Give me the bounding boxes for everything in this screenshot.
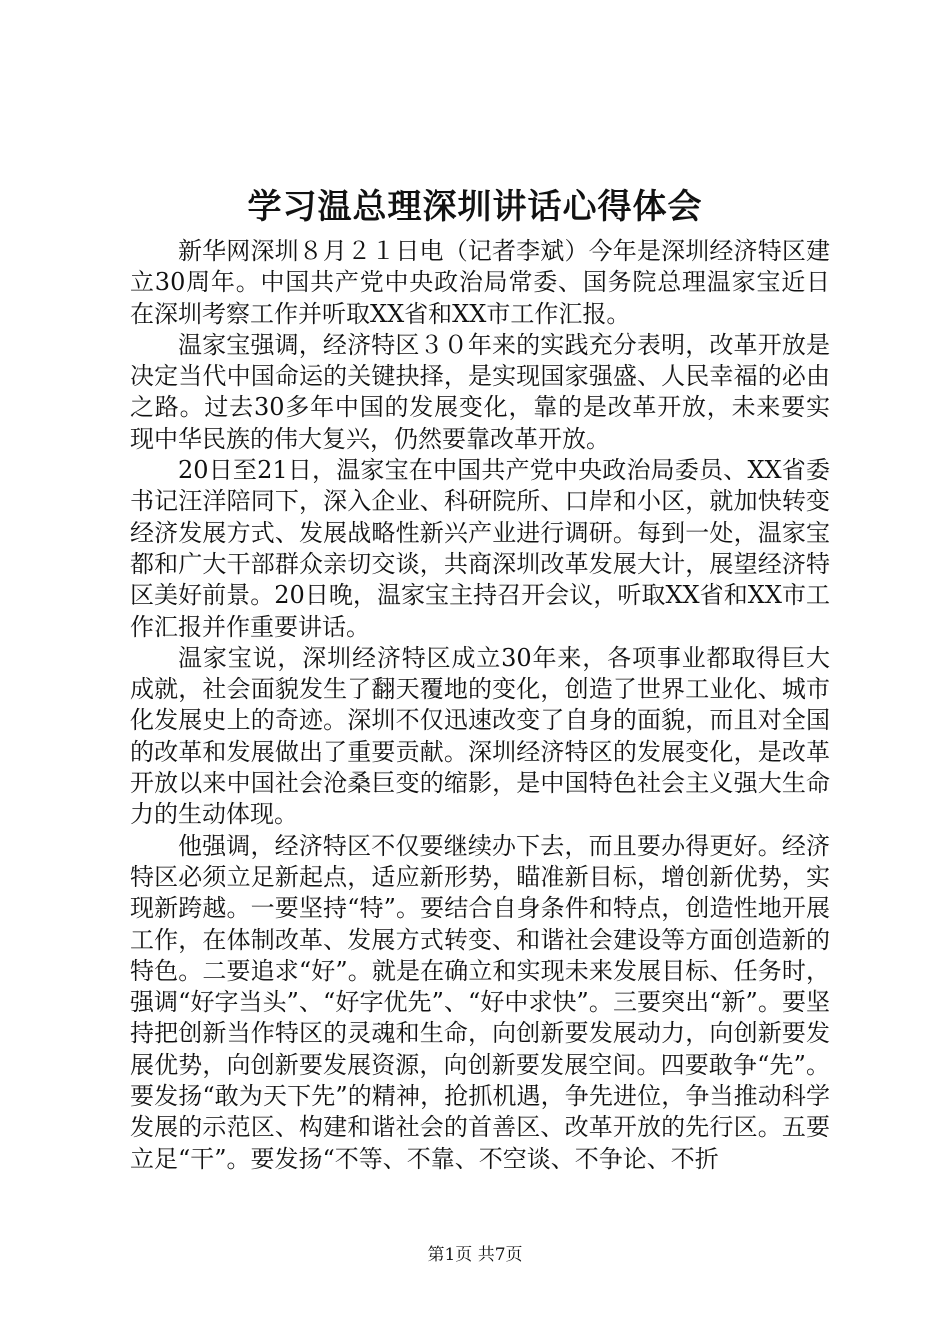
paragraph-2: 温家宝强调，经济特区３０年来的实践充分表明，改革开放是决定当代中国命运的关键抉择，是实现国家强盛、人民幸福的必由之路。过去30多年中国的发展变化，靠的是改革开放，未来要实现中华民族的伟大复兴，仍然要靠改革开放。	[130, 330, 830, 453]
paragraph-3: 20日至21日，温家宝在中国共产党中央政治局委员、XX省委书记汪洋陪同下，深入企业、科研院所、口岸和小区，就加快转变经济发展方式、发展战略性新兴产业进行调研。每到一处，温家宝都和广大干部群众亲切交谈，共商深圳改革发展大计，展望经济特区美好前景。20日晚，温家宝主持召开会议，听取XX省和XX市工作汇报并作重要讲话。	[130, 456, 830, 641]
page-number-footer: 第1页 共7页	[427, 1245, 523, 1265]
paragraph-5: 他强调，经济特区不仅要继续办下去，而且要办得更好。经济特区必须立足新起点，适应新形势，瞄准新目标，增创新优势，实现新跨越。一要坚持“特”。要结合自身条件和特点，创造性地开展工作，在体制改革、发展方式转变、和谐社会建设等方面创造新的特色。二要追求“好”。就是在确立和实现未来发展目标、任务时，强调“好字当头”、“好字优先”、“好中求快”。三要突出“新”。要坚持把创新当作特区的灵魂和生命，向创新要发展动力，向创新要发展优势，向创新要发展资源，向创新要发展空间。四要敢争“先”。要发扬“敢为天下先”的精神，抢抓机遇，争先进位，争当推动科学发展的示范区、构建和谐社会的首善区、改革开放的先行区。五要立足“干”。要发扬“不等、不靠、不空谈、不争论、不折	[130, 831, 830, 1173]
paragraph-4: 温家宝说，深圳经济特区成立30年来，各项事业都取得巨大成就，社会面貌发生了翻天覆地的变化，创造了世界工业化、城市化发展史上的奇迹。深圳不仅迅速改变了自身的面貌，而且对全国的改革和发展做出了重要贡献。深圳经济特区的发展变化，是改革开放以来中国社会沧桑巨变的缩影，是中国特色社会主义强大生命力的生动体现。	[130, 643, 830, 829]
paragraph-1: 新华网深圳８月２１日电（记者李斌）今年是深圳经济特区建立30周年。中国共产党中央政治局常委、国务院总理温家宝近日在深圳考察工作并听取XX省和XX市工作汇报。	[130, 237, 830, 328]
document-body	[130, 236, 830, 1175]
document-title: 学习温总理深圳讲话心得体会	[247, 187, 703, 227]
